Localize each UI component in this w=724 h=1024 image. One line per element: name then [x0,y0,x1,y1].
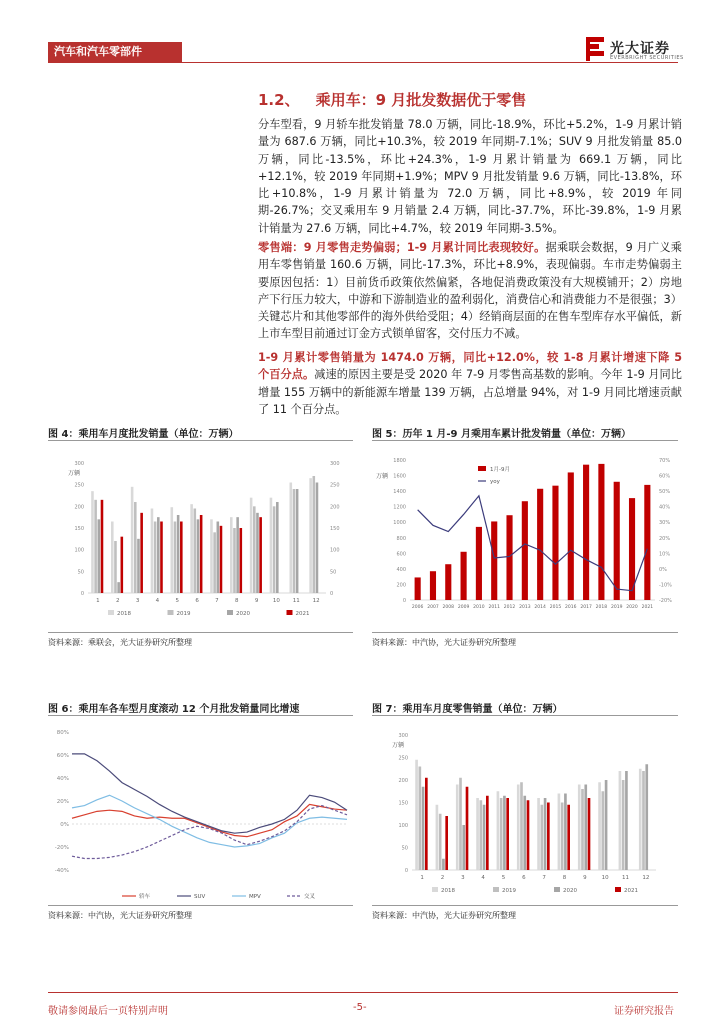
fig6-line-轿车 [72,804,347,836]
fig5-xtick: 2008 [442,605,455,610]
fig7-ylabel: 万辆 [392,742,405,749]
fig7-legend-swatch [432,887,438,892]
fig7-xtick: 8 [562,875,567,881]
fig4-ytick: 100 [74,547,84,554]
fig4-bar-2018-6 [190,504,193,593]
paragraph-cumulative-lead: 1-9 月累计零售销量为 1474.0 万辆，同比+12.0%，较 1-8 月累计增速下降 5 个百分点。 [258,351,682,382]
fig4-bar-2018-9 [250,498,253,593]
fig5-bar-2021 [644,485,650,600]
fig7-bar-2018-1 [415,760,418,870]
fig4-legend-2019: 2019 [176,611,191,617]
fig6-legend-轿车: 轿车 [139,894,151,900]
fig5-ytick: 1200 [393,504,406,511]
fig4-bar-2018-12 [309,478,312,593]
fig4-bar-2020-6 [197,519,200,593]
fig4-bar-2020-2 [117,582,120,593]
fig7-chart [372,725,678,901]
fig7-xtick: 10 [601,875,609,881]
fig7-xtick: 11 [622,875,629,881]
fig7-source: 资料来源：中汽协，光大证券研究所整理 [372,911,516,920]
footer-report-type: 证券研究报告 [614,1006,674,1017]
fig4-bar-2018-3 [131,487,134,593]
fig5-legend-swatch [478,466,486,471]
fig5-ytick: 200 [396,582,406,589]
section-number: 1.2、 [258,91,300,109]
fig7-xtick: 2 [440,875,445,881]
fig5-xtick: 2009 [457,605,470,610]
fig7-bar-2019-11 [622,780,625,870]
fig4-bar-2020-11 [296,489,299,593]
fig5-source: 资料来源：中汽协，光大证券研究所整理 [372,638,516,647]
fig4-bar-2019-1 [94,500,97,593]
fig4-bar-2020-7 [217,522,220,594]
fig4-bar-2018-5 [171,507,174,593]
fig4-ytick: 200 [74,504,84,511]
fig4-bar-2021-3 [140,513,143,593]
brand-logo [586,37,696,65]
fig5-ytick: 1000 [393,520,406,527]
fig7-bar-2020-8 [564,794,567,871]
fig6-line-SUV [72,754,347,833]
fig5-bar-2006 [415,577,421,600]
fig7-bar-2019-8 [561,803,564,871]
fig4-bar-2020-3 [137,539,140,593]
fig7-bar-2021-7 [547,803,550,871]
fig4-ytick-right: 300 [330,461,340,467]
paragraph-retail-lead: 零售端：9 月零售走势偏弱；1-9 月累计同比表现较好。 [258,241,546,254]
fig4-ytick-right: 200 [330,504,340,511]
fig5-title: 图 5：历年 1 月-9 月乘用车累计批发销量（单位：万辆） [372,429,631,440]
fig6-ytick: 60% [56,753,69,759]
fig4-bar-2021-2 [121,537,124,593]
fig7-xtick: 6 [522,875,526,881]
footer-rule [48,992,678,993]
fig7-bar-2018-8 [558,794,561,871]
fig4-xtick: 12 [312,598,320,604]
fig5-ytick-right: 60% [659,473,671,480]
fig4-legend-2021: 2021 [295,611,310,617]
fig6-bottom-rule [48,905,353,906]
fig4-bar-2020-5 [177,515,180,593]
fig4-xtick: 2 [116,598,120,604]
fig7-xtick: 4 [481,875,485,881]
fig5-bar-2017 [583,465,589,600]
fig5-bar-2012 [506,515,512,600]
fig5-xtick: 2013 [519,605,531,610]
fig7-ytick: 50 [401,845,408,852]
fig4-xtick: 6 [195,598,199,604]
fig7-legend-2018: 2018 [441,888,455,894]
fig6-ytick: 20% [56,799,69,805]
paragraph-retail [258,239,682,343]
fig5-bar-2015 [552,486,558,600]
fig7-bar-2020-2 [442,859,445,870]
fig4-bar-2019-6 [194,509,197,594]
fig4-bar-2021-6 [200,515,203,593]
fig4-bar-2021-5 [180,522,183,594]
fig4-bar-2021-8 [240,528,243,593]
fig7-ytick: 150 [398,800,408,807]
fig7-bar-2019-4 [480,800,483,870]
fig4-bar-2019-9 [253,506,256,593]
fig5-bar-2010 [476,527,482,600]
fig5-ytick: 600 [396,551,406,558]
fig5-xtick: 2019 [610,605,623,610]
fig7-legend-swatch [554,887,560,892]
fig7-ytick: 100 [398,823,408,829]
fig7-bar-2021-5 [506,798,509,870]
fig5-xtick: 2017 [580,605,592,610]
fig5-bar-2016 [568,472,574,600]
fig7-bar-2018-7 [537,798,540,870]
fig7-ytick: 300 [398,733,408,739]
fig5-bar-2008 [445,564,451,600]
fig4-xtick: 10 [272,598,280,604]
fig4-bar-2019-11 [293,489,296,593]
fig5-ytick-right: 70% [659,458,671,464]
fig4-bar-2019-10 [273,506,276,593]
section-tag: 汽车和汽车零部件 [48,42,182,62]
fig6-legend-MPV: MPV [249,894,261,900]
fig5-bar-2013 [522,501,528,600]
fig7-bar-2020-10 [605,780,608,870]
fig6-legend-交叉: 交叉 [304,894,316,900]
fig7-bar-2020-1 [422,787,425,870]
fig7-ytick: 0 [404,868,408,874]
fig4-legend-swatch [287,610,293,615]
fig4-bar-2021-1 [101,500,104,593]
fig4-legend-2018: 2018 [117,611,131,617]
fig4-ylabel: 万辆 [68,470,81,477]
fig7-bar-2018-2 [436,805,439,870]
fig7-bar-2020-11 [625,771,628,870]
fig6-ytick: -20% [54,845,69,851]
fig4-ytick: 250 [74,482,84,489]
fig7-legend-2019: 2019 [502,888,516,894]
fig4-rule [48,440,353,441]
fig5-xtick: 2020 [626,605,638,610]
fig7-bar-2020-4 [483,805,486,870]
fig4-ytick: 0 [80,591,84,597]
fig5-ytick-right: 50% [659,489,671,496]
fig5-bottom-rule [372,632,678,633]
fig4-ytick-right: 0 [330,591,334,597]
fig7-bar-2020-5 [503,796,506,870]
fig4-bar-2018-11 [290,483,293,594]
fig7-ytick: 200 [398,778,408,784]
fig5-xtick: 2010 [473,605,485,610]
fig4-bar-2021-7 [220,526,223,593]
fig7-bar-2018-3 [456,785,459,871]
fig7-bar-2019-3 [459,778,462,870]
fig6-line-MPV [72,795,347,847]
fig4-legend-swatch [108,610,114,615]
fig5-ytick: 400 [396,566,406,573]
fig6-title: 图 6：乘用车各车型月度滚动 12 个月批发销量同比增速 [48,704,300,715]
fig4-bar-2020-8 [236,517,239,593]
fig5-ytick: 800 [396,535,406,542]
paragraph-retail-body: 据乘联会数据，9 月广义乘用车零售销量 160.6 万辆，同比-17.3%，环比+8.9%，表现偏弱。车市走势偏弱主要原因包括：1）目前货币政策依然偏紧，各地促消费政策没有大规模铺开；2）房地产下行压力较大，中游和下游制造业的盈利弱化，消费信心和消费能力不是很强；3）关键芯片和其他零部件的海外供给受阻；4）经销商层面的在售车型库存水平偏低，新上市车型目前通过订金方式锁单留客，交付压力不减。 [258,241,682,341]
fig4-bar-2019-12 [313,476,316,593]
fig7-bar-2018-4 [476,798,479,870]
fig7-bar-2021-4 [486,796,489,870]
fig7-bar-2018-12 [639,769,642,870]
fig5-xtick: 2015 [549,605,562,610]
fig7-bar-2021-3 [466,787,469,870]
fig7-bar-2021-6 [527,800,530,870]
fig4-bar-2020-4 [157,517,160,593]
fig5-xtick: 2021 [641,605,654,610]
fig4-ytick: 50 [77,569,84,576]
fig5-xtick: 2012 [503,605,516,610]
fig7-bar-2019-7 [541,805,544,870]
fig4-legend-swatch [168,610,174,615]
fig4-bar-2018-10 [270,498,273,593]
fig7-ytick: 250 [398,755,408,762]
fig6-legend-SUV: SUV [194,894,206,900]
fig5-ytick-right: 0% [659,566,667,573]
brand-name: 光大证券 [610,41,670,57]
fig4-ytick-right: 250 [330,482,340,489]
footer-disclaimer-link[interactable]: 敬请参阅最后一页特别声明 [48,1006,168,1017]
fig7-bar-2019-1 [419,767,422,871]
brand-mark-icon [586,37,604,61]
fig4-ytick: 300 [74,461,84,467]
brand-sub: EVERBRIGHT SECURITIES [610,55,684,61]
fig4-source: 资料来源：乘联会，光大证券研究所整理 [48,638,192,647]
fig5-legend-1月-9月: 1月-9月 [490,467,510,473]
fig4-bar-2019-4 [154,522,157,594]
fig5-ytick: 1400 [393,489,406,496]
fig5-bar-2019 [614,482,620,600]
fig4-bar-2018-2 [111,522,114,594]
fig5-legend-yoy: yoy [490,479,500,485]
fig7-bar-2018-10 [598,782,601,870]
section-title: 乘用车：9 月批发数据优于零售 [315,91,527,109]
section-heading [258,89,526,110]
fig7-bar-2020-7 [544,798,547,870]
fig5-xtick: 2014 [534,605,546,610]
fig5-ytick: 1600 [393,473,406,480]
page-number: -5- [353,1002,367,1013]
fig6-ytick: 40% [56,776,69,782]
fig7-bar-2020-6 [523,796,526,870]
fig4-bar-2020-1 [98,519,101,593]
fig4-legend-2020: 2020 [236,611,250,617]
fig4-chart [48,445,353,625]
fig4-xtick: 3 [135,598,140,604]
fig4-bar-2018-8 [230,517,233,593]
fig4-bottom-rule [48,632,353,633]
fig5-ytick-right: 20% [659,535,671,542]
fig7-xtick: 3 [461,875,465,881]
fig6-ytick: 80% [56,730,69,736]
fig5-rule [372,440,678,441]
header-rule [48,62,678,63]
fig5-xtick: 2016 [565,605,577,610]
fig5-chart [372,448,678,626]
fig4-bar-2019-2 [114,541,117,593]
fig4-bar-2020-12 [316,483,319,594]
fig6-line-交叉 [72,806,347,859]
fig5-ytick: 0 [402,598,406,604]
fig7-bar-2018-11 [619,771,622,870]
fig5-xtick: 2018 [595,605,608,610]
fig7-bar-2018-6 [517,785,520,871]
fig5-ytick-right: -10% [659,582,672,589]
fig4-ytick-right: 150 [330,526,340,532]
fig6-ytick: -40% [54,868,69,874]
paragraph-cumulative [258,349,682,418]
fig7-bar-2021-9 [588,798,591,870]
fig7-xtick: 7 [542,875,546,881]
fig5-ytick-right: 30% [659,520,671,527]
fig4-bar-2018-7 [210,519,213,593]
fig4-title: 图 4：乘用车月度批发销量（单位：万辆） [48,429,239,440]
fig7-rule [372,715,678,716]
fig4-xtick: 1 [96,598,100,604]
fig7-legend-swatch [493,887,499,892]
fig7-bar-2019-10 [602,791,605,870]
fig5-line-yoy [418,496,648,591]
fig4-bar-2019-8 [233,528,236,593]
fig4-xtick: 7 [215,598,219,604]
fig7-bar-2018-5 [497,791,500,870]
fig7-bottom-rule [372,905,678,906]
fig4-ytick: 150 [74,526,84,532]
fig5-xtick: 2007 [427,605,439,610]
fig5-ytick-right: 40% [659,504,671,511]
fig7-xtick: 12 [642,875,650,881]
fig5-bar-2014 [537,489,543,600]
fig5-ytick: 1800 [393,458,406,464]
fig4-bar-2021-4 [160,522,163,594]
fig4-bar-2019-5 [174,522,177,594]
fig7-bar-2020-12 [645,764,648,870]
fig7-bar-2021-2 [445,816,448,870]
fig6-rule [48,715,353,716]
fig4-bar-2018-1 [91,491,94,593]
fig4-bar-2021-9 [259,517,262,593]
fig4-ytick-right: 50 [330,569,337,576]
fig7-title: 图 7：乘用车月度零售销量（单位：万辆） [372,704,563,715]
fig6-ytick: 0% [60,822,69,828]
fig5-xtick: 2011 [488,605,500,610]
fig7-legend-2021: 2021 [624,888,638,894]
fig7-bar-2018-9 [578,785,581,871]
fig4-bar-2020-9 [256,513,259,593]
fig7-bar-2019-5 [500,798,503,870]
fig7-legend-swatch [615,887,621,892]
fig5-ytick-right: 10% [659,551,671,558]
fig7-xtick: 1 [420,875,424,881]
fig5-bar-2018 [598,464,604,600]
fig7-xtick: 5 [501,875,506,881]
fig7-bar-2019-12 [642,771,645,870]
fig7-xtick: 9 [583,875,587,881]
fig4-bar-2018-4 [151,509,154,594]
fig7-bar-2019-6 [520,782,523,870]
fig4-xtick: 5 [175,598,179,604]
fig5-bar-2011 [491,521,497,600]
fig7-bar-2021-8 [567,805,570,870]
fig7-bar-2019-9 [581,789,584,870]
fig7-bar-2019-2 [439,814,442,870]
fig5-bar-2009 [461,552,467,600]
fig5-ylabel: 万辆 [376,473,389,480]
fig4-bar-2019-3 [134,502,137,593]
paragraph-cumulative-body: 减速的原因主要是受 2020 年 7-9 月零售高基数的影响。今年 1-9 月同比增量 155 万辆中的新能源车增量 139 万辆，占总增量 94%，对 1-9 月同比增速贡献了 11 个百分点。 [258,368,682,416]
fig4-xtick: 11 [292,598,300,604]
fig4-ytick-right: 100 [330,547,340,554]
fig5-bar-2007 [430,571,436,600]
fig5-xtick: 2006 [411,605,424,610]
fig4-xtick: 9 [254,598,259,604]
fig4-xtick: 8 [235,598,239,604]
fig4-bar-2019-7 [213,532,216,593]
fig7-bar-2021-1 [425,778,428,870]
fig7-legend-2020: 2020 [563,888,577,894]
fig5-ytick-right: -20% [659,598,672,604]
fig7-bar-2020-9 [584,785,587,871]
fig6-chart [48,722,353,902]
fig4-bar-2020-10 [276,502,279,593]
fig4-legend-swatch [227,610,233,615]
paragraph-models: 分车型看，9 月轿车批发销量 78.0 万辆，同比-18.9%，环比+5.2%，1-9 月累计销量为 687.6 万辆，同比+10.3%，较 2019 年同期-7.1%；SUV 9 月批发销量 85.0 万辆，同比-13.5%，环比+24.3%，1-9 月累计销量为 669.1 万辆，同比+12.1%，较 2019 年同期+1.9%；MPV 9 月批发销量 9.6 万辆，同比-13.8%，环比+10.8%，1-9 月累计销量为 72.0 万辆，同比+8.9%，较 2019 年同期-26.7%；交叉乘用车 9 月销量 2.4 万辆，同比-37.7%，环比-39.8%，1-9 月累计销量为 27.6 万辆，同比+4.7%，较 2019 年同期-3.5%。 [258,118,682,235]
fig7-bar-2020-3 [462,825,465,870]
fig6-source: 资料来源：中汽协，光大证券研究所整理 [48,911,192,920]
fig4-xtick: 4 [155,598,160,604]
